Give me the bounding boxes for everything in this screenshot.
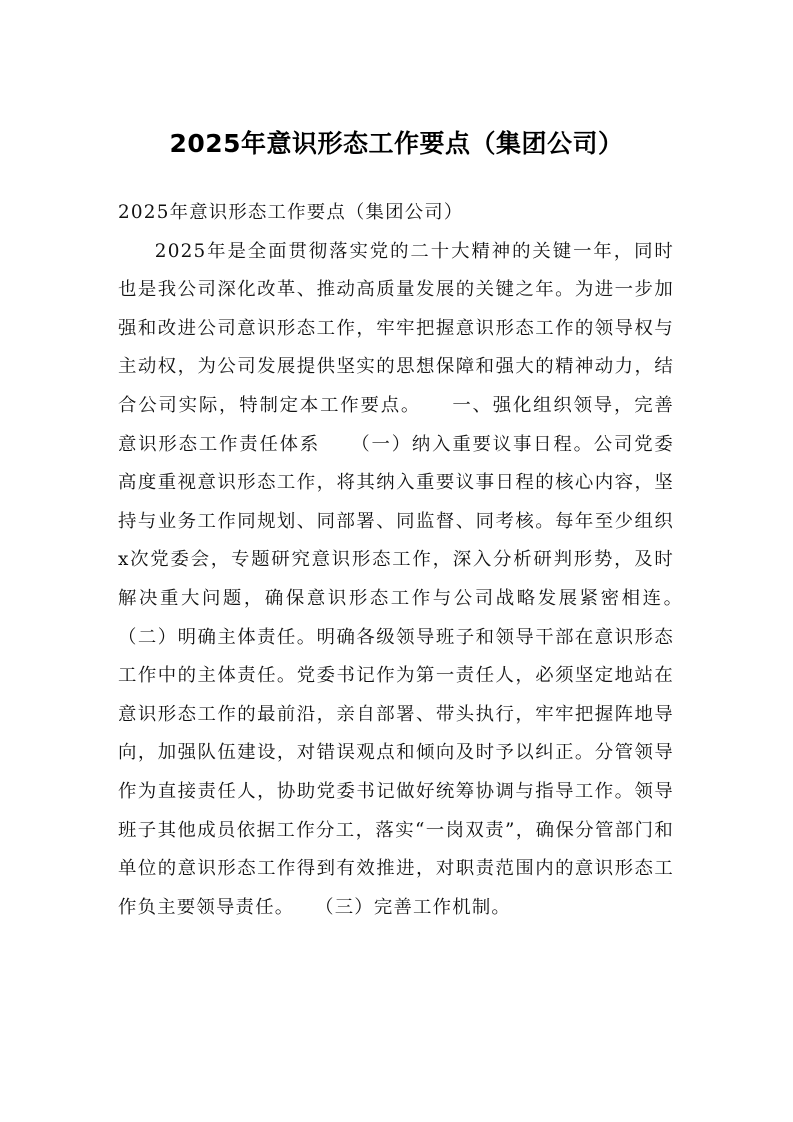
- body-paragraph: 2025年是全面贯彻落实党的二十大精神的关键一年，同时也是我公司深化改革、推动高质量发展的关键之年。为进一步加强和改进公司意识形态工作，牢牢把握意识形态工作的领导权与主动权，为公司发展提供坚实的思想保障和强大的精神动力，结合公司实际，特制定本工作要点。 一、强化组织领导，完善意识形态工作责任体系 （一）纳入重要议事日程。公司党委高度重视意识形态工作，将其纳入重要议事日程的核心内容，坚持与业务工作同规划、同部署、同监督、同考核。每年至少组织x次党委会，专题研究意识形态工作，深入分析研判形势，及时解决重大问题，确保意识形态工作与公司战略发展紧密相连。 （二）明确主体责任。明确各级领导班子和领导干部在意识形态工作中的主体责任。党委书记作为第一责任人，必须坚定地站在意识形态工作的最前沿，亲自部署、带头执行，牢牢把握阵地导向，加强队伍建设，对错误观点和倾向及时予以纠正。分管领导作为直接责任人，协助党委书记做好统筹协调与指导工作。领导班子其他成员依据工作分工，落实“一岗双责”，确保分管部门和单位的意识形态工作得到有效推进，对职责范围内的意识形态工作负主要领导责任。 （三）完善工作机制。: [118, 240, 714, 918]
- document-body: [118, 194, 714, 927]
- document-title: 2025年意识形态工作要点（集团公司）: [169, 129, 624, 158]
- document-subtitle: 2025年意识形态工作要点（集团公司）: [118, 202, 464, 223]
